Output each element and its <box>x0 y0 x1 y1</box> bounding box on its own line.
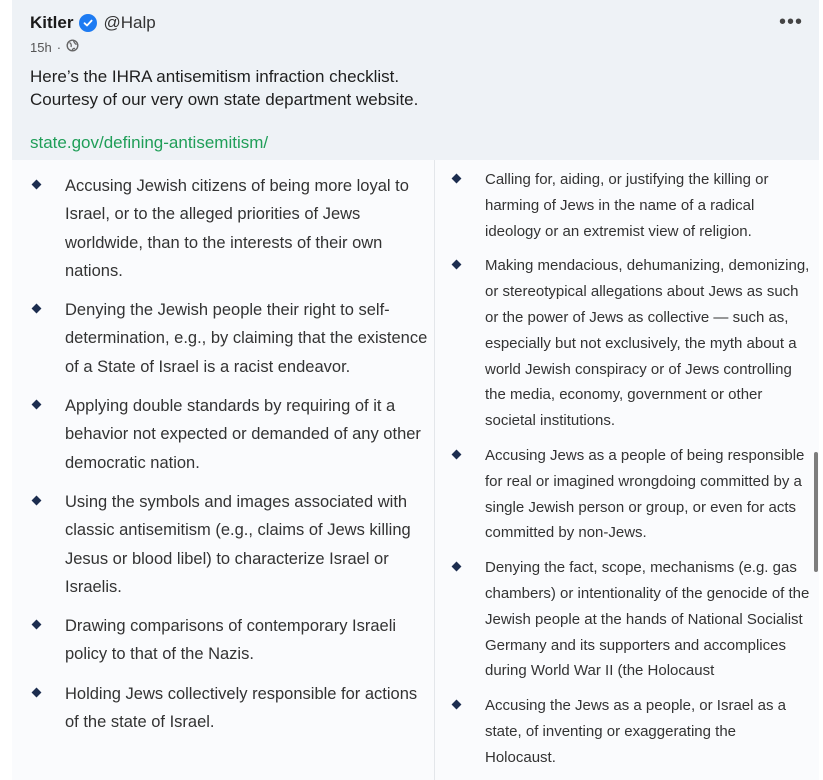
list-item <box>450 443 810 546</box>
list-item <box>30 680 430 737</box>
list-item <box>450 693 810 770</box>
post-text-line: Here’s the IHRA antisemitism infraction checklist. <box>30 67 400 86</box>
list-item <box>450 253 810 434</box>
checklist-right-column <box>450 167 810 780</box>
author-row <box>30 13 156 33</box>
bullet-diamond-icon <box>32 400 42 410</box>
list-item <box>450 167 810 244</box>
list-item <box>450 555 810 684</box>
list-item-text: Calling for, aiding, or justifying the killing or harming of Jews in the name of a radical ideology or an extremist view of religion. <box>485 171 769 240</box>
list-item <box>30 392 430 477</box>
bullet-diamond-icon <box>32 304 42 314</box>
list-item <box>30 488 430 601</box>
list-item <box>30 296 430 381</box>
bullet-diamond-icon <box>452 450 462 460</box>
bullet-diamond-icon <box>452 174 462 184</box>
list-item-text: Using the symbols and images associated with classic antisemitism (e.g., claims of Jews killing Jesus or blood libel) to characterize Israel or Israelis. <box>65 492 411 596</box>
checklist-left-column <box>30 172 430 747</box>
post-text <box>30 65 418 111</box>
list-item-text: Accusing the Jews as a people, or Israel as a state, of inventing or exaggerating the Holocaust. <box>485 697 786 766</box>
post-meta <box>30 39 79 55</box>
post-timestamp[interactable]: 15h <box>30 39 52 55</box>
list-item <box>30 172 430 285</box>
verified-badge-icon <box>79 14 97 32</box>
list-item-text: Applying double standards by requiring of it a behavior not expected or demanded of any other democratic nation. <box>65 397 421 472</box>
more-options-icon[interactable]: ••• <box>778 11 803 33</box>
column-divider <box>434 160 435 780</box>
list-item-text: Denying the fact, scope, mechanisms (e.g. gas chambers) or intentionality of the genocide of the Jewish people at the hands of National Socialist Germany and its supporters and accomplices during World War II (the Holocaust <box>485 559 810 680</box>
bullet-diamond-icon <box>32 620 42 630</box>
bullet-diamond-icon <box>32 180 42 190</box>
bullet-diamond-icon <box>32 496 42 506</box>
list-item-text: Denying the Jewish people their right to self-determination, e.g., by claiming that the existence of a State of Israel is a racist endeavor. <box>65 301 428 376</box>
list-item-text: Drawing comparisons of contemporary Israeli policy to that of the Nazis. <box>65 617 397 664</box>
author-name[interactable]: Kitler <box>30 13 74 32</box>
post-link[interactable]: state.gov/defining-antisemitism/ <box>30 133 269 152</box>
scrollbar-thumb[interactable] <box>814 452 818 572</box>
post-text-line: Courtesy of our very own state department website. <box>30 90 419 109</box>
meta-separator: · <box>56 39 62 55</box>
bullet-diamond-icon <box>452 260 462 270</box>
bullet-diamond-icon <box>452 700 462 710</box>
globe-icon <box>66 39 79 55</box>
author-handle[interactable]: @Halp <box>103 13 156 32</box>
list-item-text: Accusing Jews as a people of being responsible for real or imagined wrongdoing committed by a single Jewish person or group, or even for acts committed by non-Jews. <box>485 446 805 542</box>
list-item-text: Holding Jews collectively responsible for actions of the state of Israel. <box>65 684 418 732</box>
list-item-text: Making mendacious, dehumanizing, demonizing, or stereotypical allegations about Jews as such or the power of Jews as collective — such as, especially but not exclusively, the myth about a world Jewish conspiracy or of Jews controlling the media, economy, government or other societal institutions. <box>485 257 810 430</box>
list-item <box>30 612 430 669</box>
bullet-diamond-icon <box>452 562 462 572</box>
list-item-text: Accusing Jewish citizens of being more loyal to Israel, or to the alleged priorities of Jews worldwide, than to the interests of their own nations. <box>65 177 409 280</box>
bullet-diamond-icon <box>32 687 42 697</box>
